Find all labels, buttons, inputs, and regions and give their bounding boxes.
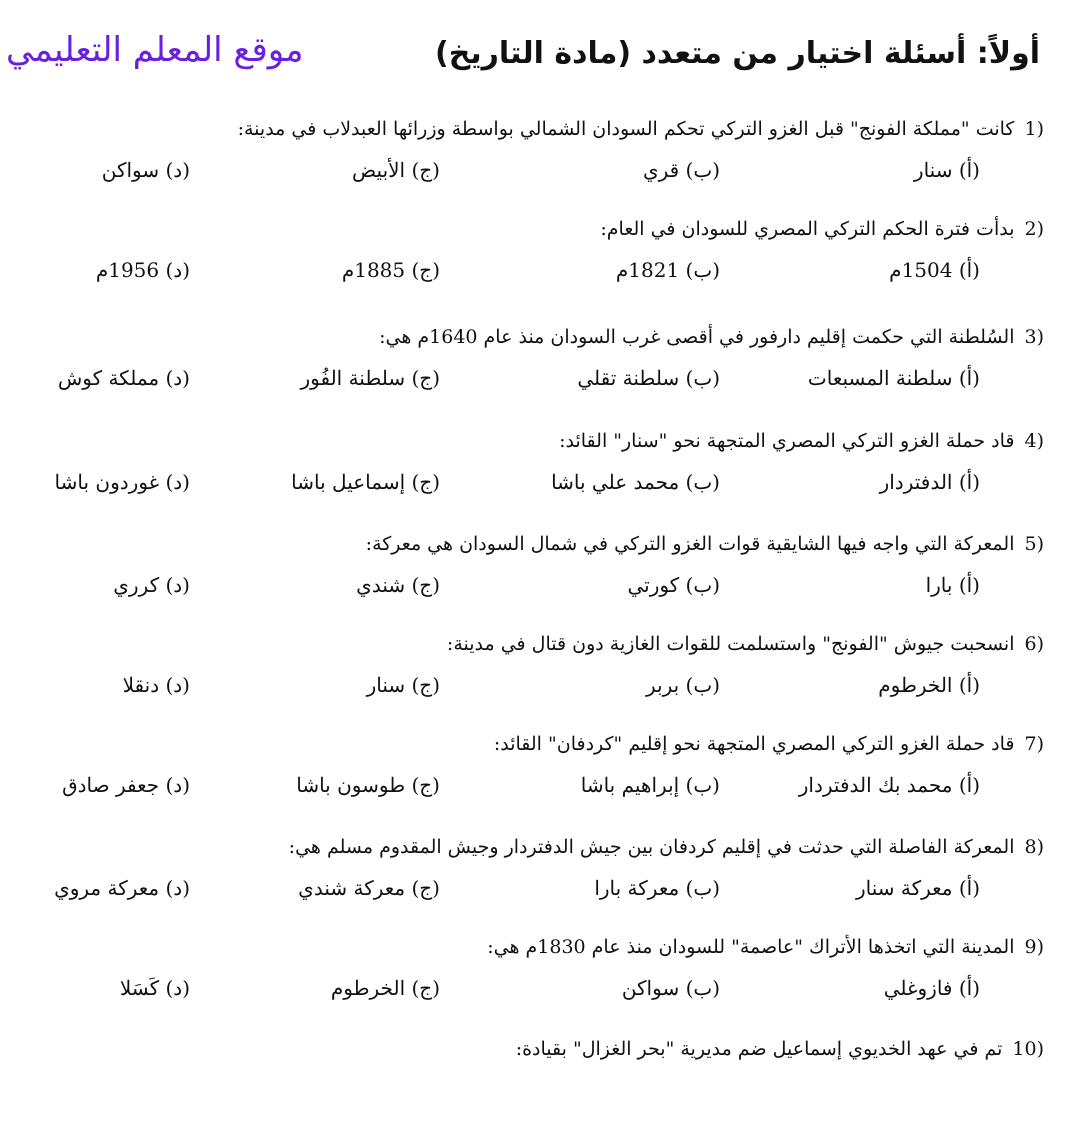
question-6 xyxy=(20,633,1044,723)
answer-option[interactable]: (ب) كورتي xyxy=(627,573,720,597)
page-title: أولاً: أسئلة اختيار من متعدد (مادة التاريخ) xyxy=(435,36,1040,71)
question-5 xyxy=(20,533,1044,623)
answer-option[interactable]: (ج) معركة شندي xyxy=(298,876,440,900)
answer-option[interactable]: (أ) الخرطوم xyxy=(878,673,980,697)
answer-option[interactable]: (أ) معركة سنار xyxy=(855,876,980,900)
answer-option[interactable]: (د) كرري xyxy=(113,573,190,597)
question-number: 3) xyxy=(1024,326,1044,348)
question-text: المعركة التي واجه فيها الشايقية قوات الغزو التركي في شمال السودان هي معركة: xyxy=(365,533,1015,555)
answer-option[interactable]: (ب) قري xyxy=(642,158,720,182)
question-text: قاد حملة الغزو التركي المصري المتجهة نحو إقليم "كردفان" القائد: xyxy=(493,733,1015,755)
question-1 xyxy=(20,118,1044,208)
question-number: 4) xyxy=(1024,430,1044,452)
question-stem xyxy=(379,326,1044,348)
question-text: انسحبت جيوش "الفونج" واستسلمت للقوات الغازية دون قتال في مدينة: xyxy=(446,633,1015,655)
answer-option[interactable]: (ب) سواكن xyxy=(621,976,720,1000)
question-text: تم في عهد الخديوي إسماعيل ضم مديرية "بحر الغزال" بقيادة: xyxy=(515,1038,1003,1060)
answer-option[interactable]: (أ) سنار xyxy=(913,158,980,182)
answer-option[interactable]: (د) سواكن xyxy=(101,158,190,182)
question-number: 2) xyxy=(1024,218,1044,240)
answer-option[interactable]: (د) غوردون باشا xyxy=(54,470,190,494)
site-watermark-label: موقع المعلم التعليمي xyxy=(6,30,304,70)
answer-option[interactable]: (د) معركة مروي xyxy=(54,876,190,900)
question-stem xyxy=(447,633,1044,655)
answer-option[interactable]: (ج) إسماعيل باشا xyxy=(291,470,440,494)
answer-option[interactable]: (د) كَسَلا xyxy=(119,976,190,1000)
question-number: 10) xyxy=(1012,1038,1044,1060)
question-10 xyxy=(20,1038,1044,1128)
question-number: 6) xyxy=(1024,633,1044,655)
answer-option[interactable]: (أ) محمد بك الدفتردار xyxy=(798,773,980,797)
question-stem xyxy=(487,936,1044,958)
answer-option[interactable]: (أ) الدفتردار xyxy=(879,470,980,494)
answer-option[interactable]: (د) مملكة كوش xyxy=(57,366,190,390)
question-stem xyxy=(559,430,1044,452)
question-stem xyxy=(366,533,1044,555)
question-7 xyxy=(20,733,1044,823)
question-text: المعركة الفاصلة التي حدثت في إقليم كردفان بين جيش الدفتردار وجيش المقدوم مسلم هي: xyxy=(288,836,1015,858)
question-text: قاد حملة الغزو التركي المصري المتجهة نحو "سنار" القائد: xyxy=(559,430,1015,452)
question-stem xyxy=(238,118,1044,140)
answer-option[interactable]: (أ) سلطنة المسبعات xyxy=(807,366,980,390)
question-number: 7) xyxy=(1024,733,1044,755)
answer-option[interactable]: (ب) بربر xyxy=(646,673,720,697)
question-9 xyxy=(20,936,1044,1026)
question-stem xyxy=(289,836,1044,858)
question-number: 9) xyxy=(1024,936,1044,958)
answer-option[interactable]: (ب) معركة بارا xyxy=(594,876,720,900)
question-text: المدينة التي اتخذها الأتراك "عاصمة" للسودان منذ عام 1830م هي: xyxy=(487,936,1015,958)
question-8 xyxy=(20,836,1044,926)
question-number: 5) xyxy=(1024,533,1044,555)
question-3 xyxy=(20,326,1044,416)
answer-option[interactable]: (ج) سلطنة الفُور xyxy=(300,366,440,390)
question-stem xyxy=(494,733,1044,755)
question-text: كانت "مملكة الفونج" قبل الغزو التركي تحكم السودان الشمالي بواسطة وزرائها العبدلاب في مدينة: xyxy=(237,118,1015,140)
answer-option[interactable]: (ج) شندي xyxy=(356,573,440,597)
answer-option[interactable]: (ج) 1885م xyxy=(341,258,440,282)
question-text: السُلطنة التي حكمت إقليم دارفور في أقصى غرب السودان منذ عام 1640م هي: xyxy=(379,326,1015,348)
answer-option[interactable]: (ج) الأبيض xyxy=(352,158,440,182)
answer-option[interactable]: (ج) طوسون باشا xyxy=(296,773,440,797)
answer-option[interactable]: (د) 1956م xyxy=(95,258,190,282)
answer-option[interactable]: (د) دنقلا xyxy=(122,673,190,697)
answer-option[interactable]: (ب) 1821م xyxy=(615,258,720,282)
answer-option[interactable]: (أ) 1504م xyxy=(889,258,980,282)
question-2 xyxy=(20,218,1044,308)
answer-option[interactable]: (أ) فازوغلي xyxy=(883,976,980,1000)
question-text: بدأت فترة الحكم التركي المصري للسودان في العام: xyxy=(600,218,1015,240)
question-stem xyxy=(516,1038,1044,1060)
answer-option[interactable]: (ب) سلطنة تقلي xyxy=(577,366,720,390)
question-stem xyxy=(600,218,1044,240)
answer-option[interactable]: (ج) سنار xyxy=(366,673,440,697)
answer-option[interactable]: (ب) إبراهيم باشا xyxy=(580,773,720,797)
question-number: 8) xyxy=(1024,836,1044,858)
question-4 xyxy=(20,430,1044,520)
answer-option[interactable]: (أ) بارا xyxy=(925,573,980,597)
answer-option[interactable]: (ج) الخرطوم xyxy=(330,976,440,1000)
answer-option[interactable]: (ب) محمد علي باشا xyxy=(551,470,720,494)
answer-option[interactable]: (د) جعفر صادق xyxy=(62,773,190,797)
question-number: 1) xyxy=(1024,118,1044,140)
